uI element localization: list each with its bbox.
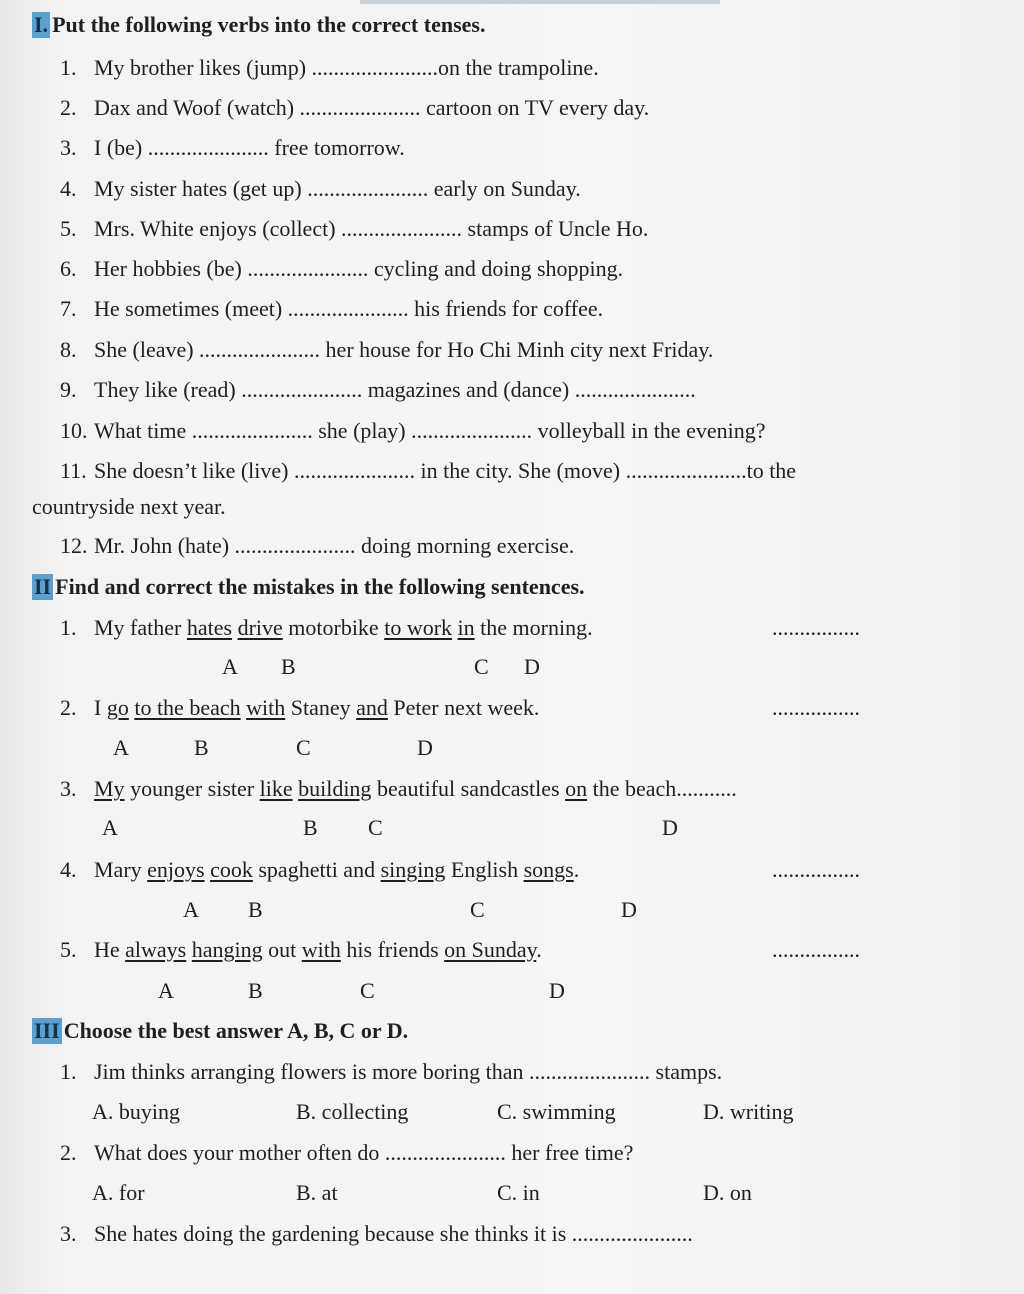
exercise-1-item-1: 1. My brother likes (jump) .......................on the trampoline. <box>60 55 599 80</box>
mistake-answer-blank-5[interactable]: ................ <box>772 937 860 962</box>
section-2-badge: II <box>34 574 52 599</box>
mistake-answer-blank-1[interactable]: ................ <box>772 615 860 640</box>
exercise-1-item-9: 9. They like (read) ...................... magazines and (dance) ...................... <box>60 377 696 402</box>
option-letter-d: D <box>549 978 565 1003</box>
option-letter-c: C <box>360 978 375 1003</box>
choice-1-option-a[interactable]: A. buying <box>92 1099 180 1124</box>
option-letter-d: D <box>524 654 540 679</box>
option-letter-a: A <box>102 815 118 840</box>
exercise-1-item-2: 2. Dax and Woof (watch) ...................... cartoon on TV every day. <box>60 95 650 120</box>
mistake-answer-blank-4[interactable]: ................ <box>772 857 860 882</box>
mistake-answer-blank-2[interactable]: ................ <box>772 695 860 720</box>
choice-question-2: 2. What does your mother often do ...................... her free time? <box>60 1140 634 1165</box>
exercise-1-item-10: 10. What time ...................... she (play) ...................... volleyball in the evening? <box>60 418 766 443</box>
exercise-1-item-3: 3. I (be) ...................... free tomorrow. <box>60 135 405 160</box>
mistake-question-5: 5. He always hanging out with his friends on Sunday. <box>60 937 542 962</box>
option-letter-c: C <box>474 654 489 679</box>
mistake-question-3: 3. My younger sister like building beautiful sandcastles on the beach........... <box>60 776 737 801</box>
choice-question-3: 3. She hates doing the gardening because she thinks it is ...................... <box>60 1221 693 1246</box>
section-3-heading <box>32 1018 408 1044</box>
option-letter-b: B <box>248 897 263 922</box>
option-letter-c: C <box>368 815 383 840</box>
section-1-heading <box>32 12 485 38</box>
exercise-1-item-6: 6. Her hobbies (be) ...................... cycling and doing shopping. <box>60 256 624 281</box>
mistake-question-2: 2. I go to the beach with Staney and Peter next week. <box>60 695 540 720</box>
option-letter-a: A <box>113 735 129 760</box>
option-letter-a: A <box>222 654 238 679</box>
choice-1-option-c[interactable]: C. swimming <box>497 1099 616 1124</box>
option-letter-d: D <box>662 815 678 840</box>
option-letter-d: D <box>621 897 637 922</box>
choice-1-option-d[interactable]: D. writing <box>703 1099 794 1124</box>
exercise-1-item-8: 8. She (leave) ...................... her house for Ho Chi Minh city next Friday. <box>60 337 714 362</box>
exercise-1-item-7: 7. He sometimes (meet) ...................... his friends for coffee. <box>60 296 604 321</box>
exercise-1-item-4: 4. My sister hates (get up) ...................... early on Sunday. <box>60 176 581 201</box>
choice-2-option-c[interactable]: C. in <box>497 1180 540 1205</box>
option-letter-d: D <box>417 735 433 760</box>
section-3-title: Choose the best answer A, B, C or D. <box>63 1018 409 1043</box>
option-letter-b: B <box>303 815 318 840</box>
option-letter-a: A <box>158 978 174 1003</box>
choice-1-option-b[interactable]: B. collecting <box>296 1099 409 1124</box>
choice-2-option-b[interactable]: B. at <box>296 1180 338 1205</box>
exercise-1-item-11-continued: countryside next year. <box>32 494 226 519</box>
option-letter-a: A <box>183 897 199 922</box>
top-edge-strip <box>360 0 720 4</box>
choice-question-1: 1. Jim thinks arranging flowers is more boring than ...................... stamps. <box>60 1059 723 1084</box>
section-3-badge: III <box>34 1018 60 1043</box>
choice-2-option-d[interactable]: D. on <box>703 1180 752 1205</box>
option-letter-c: C <box>296 735 311 760</box>
option-letter-b: B <box>281 654 296 679</box>
option-letter-c: C <box>470 897 485 922</box>
mistake-question-4: 4. Mary enjoys cook spaghetti and singing English songs. <box>60 857 580 882</box>
exercise-1-item-5: 5. Mrs. White enjoys (collect) ...................... stamps of Uncle Ho. <box>60 216 649 241</box>
section-2-title: Find and correct the mistakes in the following sentences. <box>55 574 585 599</box>
section-2-heading <box>32 574 585 600</box>
option-letter-b: B <box>194 735 209 760</box>
exercise-1-item-12: 12. Mr. John (hate) ...................... doing morning exercise. <box>60 533 575 558</box>
exercise-1-item-11: 11. She doesn’t like (live) ...................... in the city. She (move) ......................to the <box>60 458 797 483</box>
section-1-title: Put the following verbs into the correct tenses. <box>52 12 486 37</box>
choice-2-option-a[interactable]: A. for <box>92 1180 145 1205</box>
section-1-badge: I. <box>34 12 49 37</box>
mistake-question-1: 1. My father hates drive motorbike to work in the morning. <box>60 615 593 640</box>
option-letter-b: B <box>248 978 263 1003</box>
